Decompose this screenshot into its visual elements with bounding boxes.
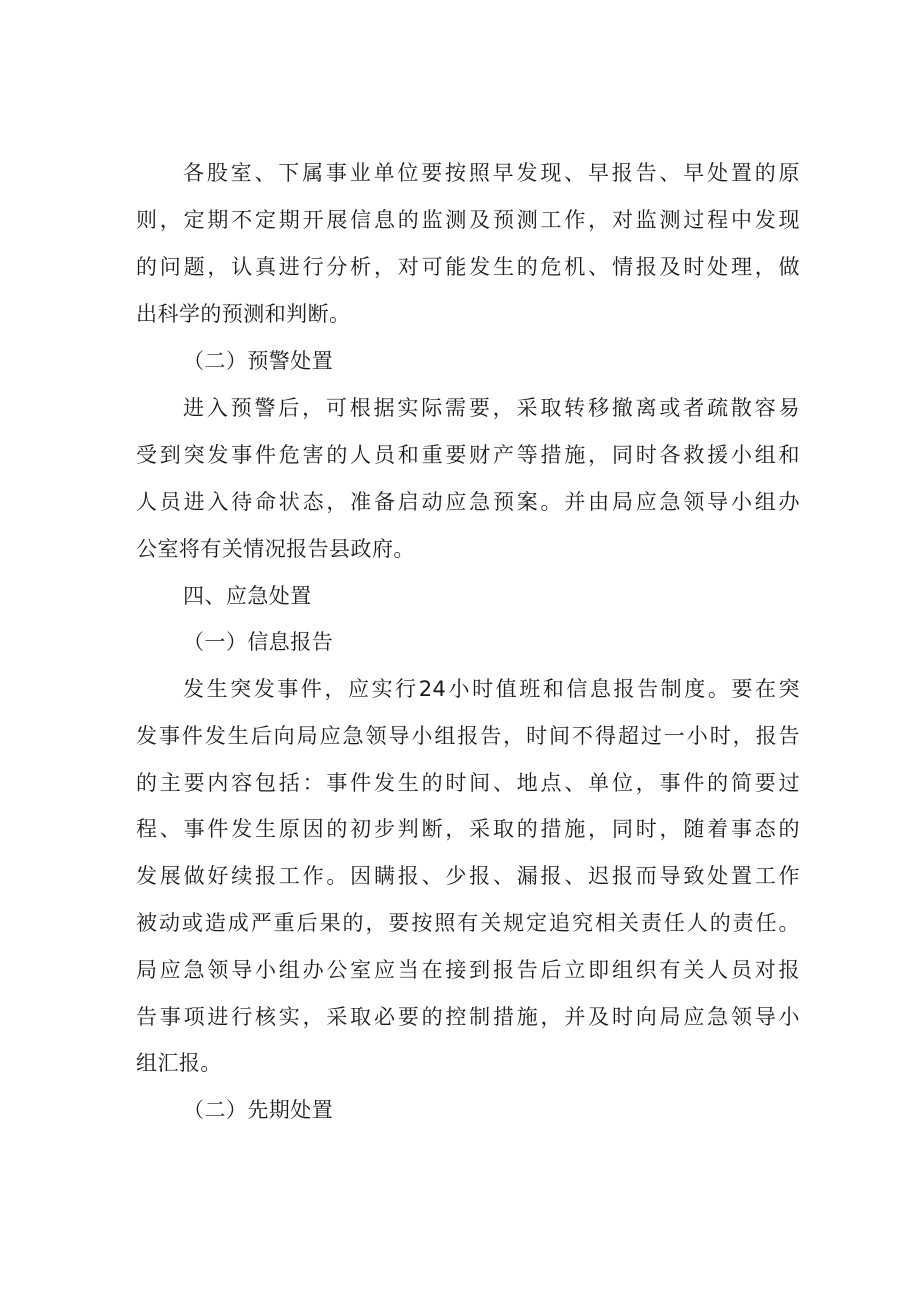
text-line: 公室将有关情况报告县政府。 — [136, 537, 415, 561]
text-line: 受到突发事件危害的人员和重要财产等措施，同时各救援小组和 — [136, 443, 800, 467]
text-line: 被动或造成严重后果的，要按照有关规定追究相关责任人的责任。 — [136, 911, 800, 935]
text-line: 组汇报。 — [136, 1051, 222, 1075]
text-line: 出科学的预测和判断。 — [136, 302, 351, 326]
section-heading: 四、应急处置 — [183, 584, 312, 608]
text-line: 发生突发事件，应实行24小时值班和信息报告制度。要在突 — [183, 677, 800, 701]
text-line: 发事件发生后向局应急领导小组报告，时间不得超过一小时，报告 — [136, 724, 800, 748]
text-line: 局应急领导小组办公室应当在接到报告后立即组织有关人员对报 — [136, 958, 800, 982]
text-line: 告事项进行核实，采取必要的控制措施，并及时向局应急领导小 — [136, 1005, 800, 1029]
text-line: 的主要内容包括：事件发生的时间、地点、单位，事件的简要过 — [136, 771, 800, 795]
text-line: 程、事件发生原因的初步判断，采取的措施，同时，随着事态的 — [136, 817, 800, 841]
section-heading: （一）信息报告 — [183, 630, 334, 654]
text-line: 发展做好续报工作。因瞒报、少报、漏报、迟报而导致处置工作 — [136, 864, 800, 888]
text-line: 则，定期不定期开展信息的监测及预测工作，对监测过程中发现 — [136, 208, 800, 232]
section-heading: （二）预警处置 — [183, 349, 334, 373]
section-heading: （二）先期处置 — [183, 1098, 334, 1122]
text-line: 进入预警后，可根据实际需要，采取转移撤离或者疏散容易 — [183, 396, 800, 420]
text-line: 人员进入待命状态，准备启动应急预案。并由局应急领导小组办 — [136, 490, 800, 514]
text-line: 各股室、下属事业单位要按照早发现、早报告、早处置的原 — [183, 161, 800, 185]
text-line: 的问题，认真进行分析，对可能发生的危机、情报及时处理，做 — [136, 255, 800, 279]
